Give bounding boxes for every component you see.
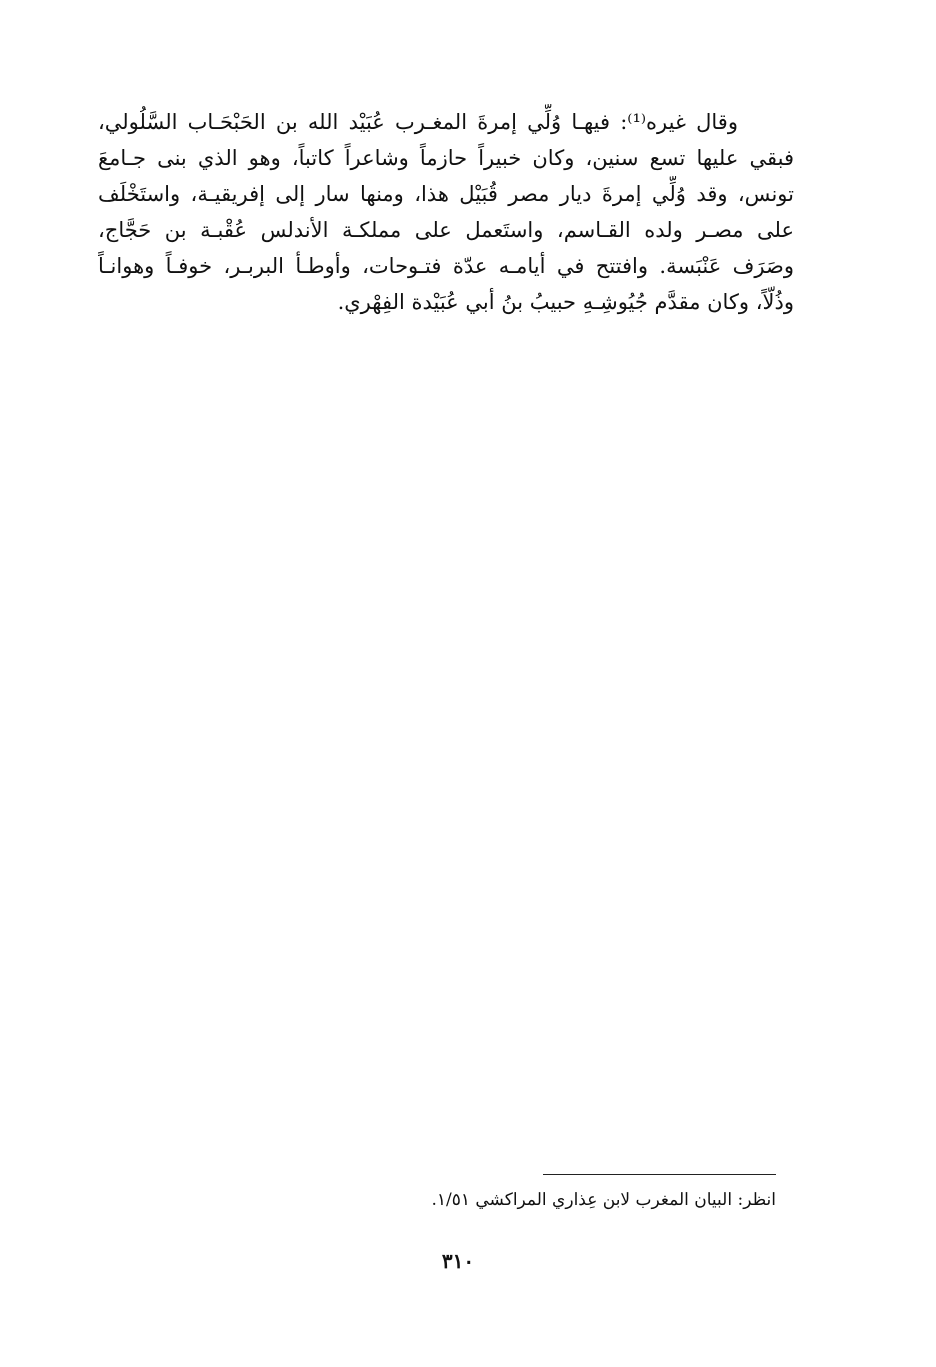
paragraph-line: فبقي عليها تسع سنين، وكان خبيراً حازماً وشاعراً كاتباً، وهو الذي بنى جـامعَ: [98, 146, 794, 170]
page-number: ٣١٠: [441, 1249, 475, 1273]
footnote-text: انظر: البيان المغرب لابن عِذاري المراكشي ١/٥١.: [431, 1190, 776, 1210]
paragraph-line: وصَرَف عَنْبَسة. وافتتح في أيامـه عدّة فتـوحات، وأوطـأ البربـر، خوفـاً وهوانـاً: [98, 254, 794, 278]
paragraph-line: وقال غيره⁽¹⁾: فيهـا وُلِّي إمرةَ المغـرب عُبَيْد الله بن الحَبْحَـاب السَّلُولي،: [98, 110, 738, 134]
footnote-divider: [543, 1174, 776, 1175]
paragraph-line: على مصـر ولده القـاسم، واستَعمل على مملكـة الأندلس عُقْبـة بن حَجَّاج،: [98, 218, 794, 242]
paragraph-line: تونس، وقد وُلِّي إمرةَ ديار مصر قُبَيْل هذا، ومنها سار إلى إفريقيـة، واستَخْلَف: [98, 182, 794, 206]
main-paragraph: [98, 104, 794, 320]
paragraph-line: وذُلّاً، وكان مقدَّم جُيُوشِـهِ حبيبُ بنُ أبي عُبَيْدة الفِهْري.: [337, 290, 794, 314]
